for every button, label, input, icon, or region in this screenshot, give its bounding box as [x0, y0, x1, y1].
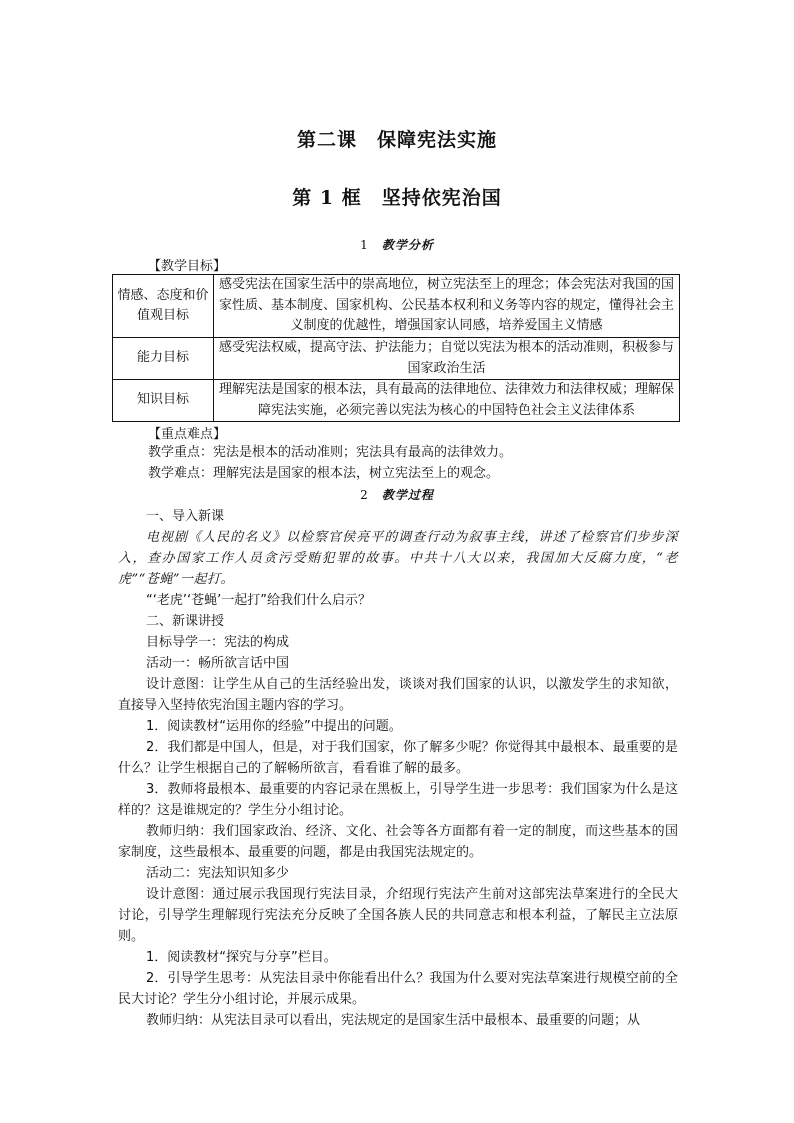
section-label: 教学分析	[381, 238, 434, 252]
step-paragraph: 2．引导学生思考：从宪法目录中你能看出什么？我国为什么要对宪法草案进行规模空前的全民大讨论？学生分小组讨论，并展示成果。	[118, 971, 678, 1007]
table-row	[113, 338, 680, 380]
section-heading-analysis	[0, 236, 794, 253]
table-row	[113, 275, 680, 338]
frame-title: 第 1 框 坚持依宪治国	[292, 187, 502, 209]
goal-value: 感受宪法权威，提高守法、护法能力；自觉以宪法为根本的活动准则，积极参与国家政治生活	[214, 338, 680, 380]
goal-key: 能力目标	[113, 338, 214, 380]
lesson-title: 第二课 保障宪法实施	[296, 129, 497, 151]
design-intent-2: 设计意图：通过展示我国现行宪法目录，介绍现行宪法产生前对这部宪法草案进行的全民大讨论，引导学生理解现行宪法充分反映了全国各族人民的共同意志和根本利益，了解民主立法原则。	[118, 887, 678, 944]
goal-value: 感受宪法在国家生活中的崇高地位，树立宪法至上的理念；体会宪法对我国的国家性质、基本制度、国家机构、公民基本权利和义务等内容的规定，懂得社会主义制度的优越性，增强国家认同感，培养爱国主义情感	[214, 275, 680, 338]
step-paragraph: 2．我们都是中国人，但是，对于我们国家，你了解多少呢？你觉得其中最根本、最重要的是什么？让学生根据自己的了解畅所欲言，看看谁了解的最多。	[118, 740, 678, 776]
heading-new-lesson: 二、新课讲授	[146, 614, 225, 629]
keypoints-block	[148, 442, 678, 484]
key-point: 教学重点：宪法是根本的活动准则；宪法具有最高的法律效力。	[148, 445, 513, 460]
section-number: 1	[360, 238, 368, 252]
activity-1: 活动一：畅所欲言话中国	[146, 656, 290, 671]
section-label: 教学过程	[381, 488, 434, 502]
goal-guide-1: 目标导学一：宪法的构成	[146, 635, 290, 650]
teacher-summary-1: 教师归纳：我们国家政治、经济、文化、社会等各方面都有着一定的制度，而这些基本的国家制度，这些最根本、最重要的问题，都是由我国宪法规定的。	[118, 824, 678, 860]
goal-value: 理解宪法是国家的根本法，具有最高的法律地位、法律效力和法律权威；理解保障宪法实施，必须完善以宪法为核心的中国特色社会主义法律体系	[214, 380, 680, 422]
step-paragraph: 1．阅读教材“运用你的经验”中提出的问题。	[146, 719, 402, 734]
teacher-summary-2: 教师归纳：从宪法目录可以看出，宪法规定的是国家生活中最根本、最重要的问题；从	[146, 1013, 641, 1028]
step-paragraph: 1．阅读教材“探究与分享”栏目。	[146, 950, 337, 965]
difficulty-point: 教学难点：理解宪法是国家的根本法，树立宪法至上的观念。	[148, 466, 500, 481]
goal-key: 情感、态度和价值观目标	[113, 275, 214, 338]
keypoints-heading: 【重点难点】	[148, 427, 227, 442]
story-paragraph: 电视剧《人民的名义》以检察官侯亮平的调查行动为叙事主线，讲述了检察官们步步深入，查办国家工作人员贪污受贿犯罪的故事。中共十八大以来，我国加大反腐力度，“老虎”“苍蝇”一起打。	[118, 530, 678, 587]
process-body	[118, 506, 678, 1031]
table-row	[113, 380, 680, 422]
teaching-goals-table	[112, 274, 680, 422]
section-number: 2	[360, 488, 368, 502]
activity-2: 活动二：宪法知识知多少	[146, 866, 290, 881]
step-paragraph: 3．教师将最根本、最重要的内容记录在黑板上，引导学生进一步思考：我们国家为什么是这样的？这是谁规定的？学生分小组讨论。	[118, 782, 678, 818]
design-intent-1: 设计意图：让学生从自己的生活经验出发，谈谈对我们国家的认识，以激发学生的求知欲，直接导入坚持依宪治国主题内容的学习。	[118, 677, 678, 713]
goals-heading: 【教学目标】	[148, 259, 227, 274]
question-paragraph: “‘老虎’‘苍蝇’一起打”给我们什么启示？	[146, 593, 371, 608]
heading-intro: 一、导入新课	[146, 509, 225, 524]
section-heading-process	[0, 486, 794, 503]
goal-key: 知识目标	[113, 380, 214, 422]
